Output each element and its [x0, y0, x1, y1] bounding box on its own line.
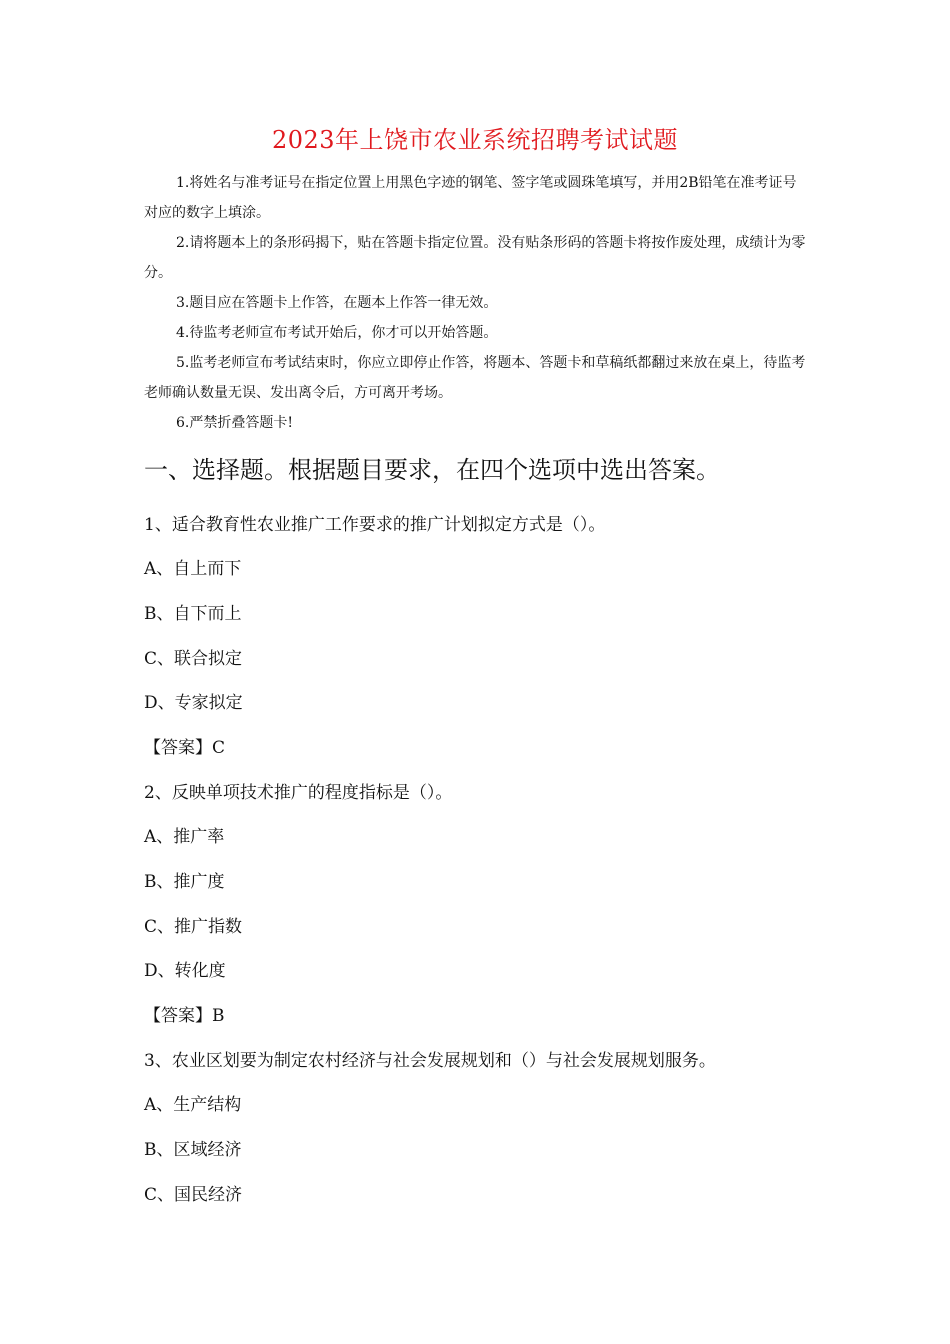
section-heading: 一、选择题。根据题目要求，在四个选项中选出答案。 — [144, 456, 720, 484]
instruction-item: 3.题目应在答题卡上作答，在题本上作答一律无效。 — [176, 295, 498, 311]
instruction-item: 1.将姓名与准考证号在指定位置上用黑色字迹的钢笔、签字笔或圆珠笔填写，并用2B铅笔在准考证号对应的数字上填涂。 — [144, 175, 797, 221]
question-stem: 2、反映单项技术推广的程度指标是（）。 — [144, 783, 453, 803]
question-stem: 3、农业区划要为制定农村经济与社会发展规划和（）与社会发展规划服务。 — [144, 1051, 716, 1071]
option-text: A、生产结构 — [144, 1095, 242, 1115]
option-text: B、区域经济 — [144, 1140, 242, 1160]
page-title: 2023年上饶市农业系统招聘考试试题 — [271, 126, 679, 154]
instruction-item: 5.监考老师宣布考试结束时，你应立即停止作答，将题本、答题卡和草稿纸都翻过来放在桌上，待监考老师确认数量无误、发出离令后，方可离开考场。 — [144, 355, 806, 401]
answer-text: 【答案】C — [144, 738, 226, 758]
option-text: C、国民经济 — [144, 1185, 243, 1205]
instruction-item: 4.待监考老师宣布考试开始后，你才可以开始答题。 — [176, 325, 498, 341]
answer-text: 【答案】B — [144, 1006, 225, 1026]
option-text: A、自上而下 — [144, 559, 242, 579]
option-text: D、转化度 — [144, 961, 226, 981]
option-text: B、推广度 — [144, 872, 225, 892]
option-text: C、推广指数 — [144, 917, 243, 937]
option-text: B、自下而上 — [144, 604, 242, 624]
option-text: C、联合拟定 — [144, 649, 243, 669]
instructions — [144, 168, 809, 438]
question-stem: 1、适合教育性农业推广工作要求的推广计划拟定方式是（）。 — [144, 515, 606, 535]
option-text: D、专家拟定 — [144, 693, 243, 713]
option-text: A、推广率 — [144, 827, 225, 847]
instruction-item: 6.严禁折叠答题卡! — [176, 415, 293, 431]
instruction-item: 2.请将题本上的条形码揭下，贴在答题卡指定位置。没有贴条形码的答题卡将按作废处理，成绩计为零分。 — [144, 235, 806, 281]
